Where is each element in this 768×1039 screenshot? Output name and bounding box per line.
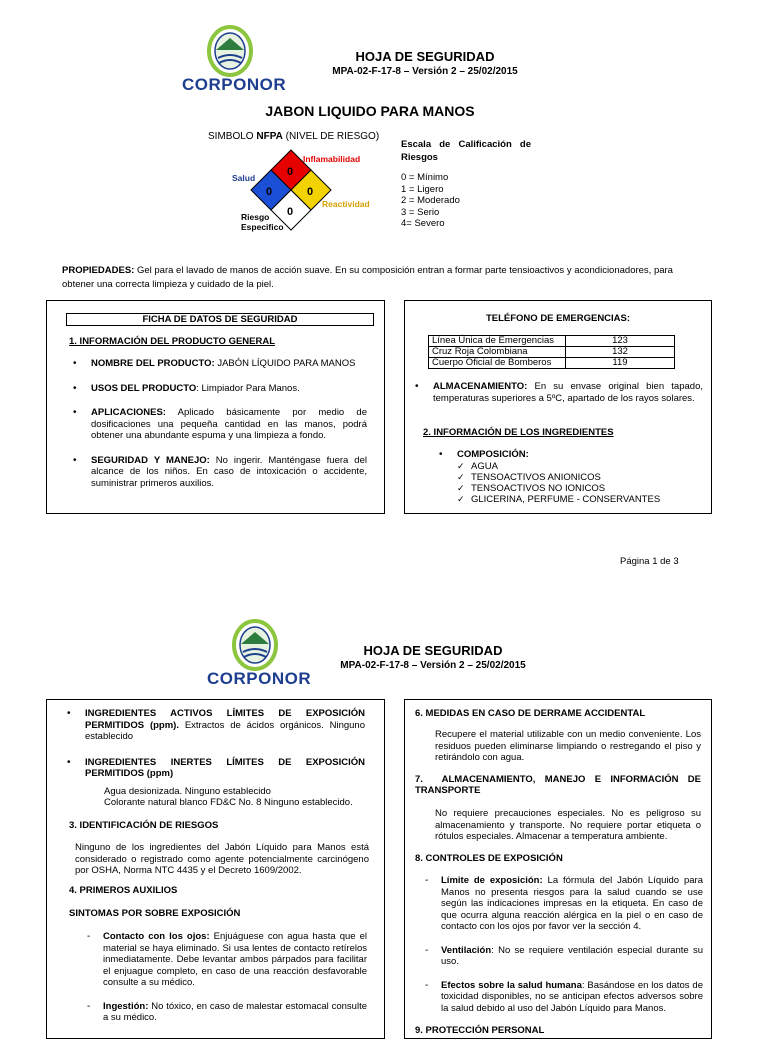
table-cell: 119 [566,358,675,369]
product-info-box [46,300,385,514]
section-7-title: 7. ALMACENAMIENTO, MANEJO E INFORMACIÓN DE TRANSPORTE [415,774,701,796]
phone-title: TELÉFONO DE EMERGENCIAS: [485,313,631,324]
table-cell: Línea Única de Emergencias [429,336,566,347]
symptoms-title: SINTOMAS POR SOBRE EXPOSICIÓN [69,908,241,919]
ingredients-list [59,708,365,790]
list-item: - Ventilación: No se requiere ventilación especial durante su uso. [415,945,703,968]
section-8-title: 8. CONTROLES DE EXPOSICIÓN [415,853,563,864]
properties-paragraph: PROPIEDADES: Gel para el lavado de manos de acción suave. En su composición entran a formar parte tensioactivos y acondicionadores, para obtener una correcta limpieza y cuidado de la piel. [62,265,673,290]
nfpa-value-right: 0 [307,186,314,198]
table-row [429,347,675,358]
table-cell: 123 [566,336,675,347]
emergency-box [404,300,712,514]
nfpa-reactividad-label: Reactividad [322,199,370,209]
table-row [429,358,675,369]
section-3-title: 3. IDENTIFICACIÓN DE RIESGOS [69,820,219,831]
first-aid-list [77,931,367,1034]
logo-text: CORPONOR [182,75,287,94]
inert-line-2: Colorante natural blanco FD&C No. 8 Ninguno establecido. [104,797,353,808]
section-9-title: 9. PROTECCIÓN PERSONAL [415,1025,545,1036]
scale-item: 2 = Moderado [401,195,460,206]
table-row [429,336,675,347]
inert-line-1: Agua desionizada. Ninguno establecido [104,786,271,797]
corponor-logo [205,618,312,690]
corponor-emblem-icon [180,24,280,76]
composition-items [457,461,707,505]
list-item: • SEGURIDAD Y MANEJO: No ingerir. Manténgase fuera del alcance de los niños. En caso de intoxicación o accidente, suministrar primeros auxilios. [65,455,367,490]
nfpa-value-top: 0 [287,166,294,178]
emergency-table [428,335,675,369]
document-title: JABON LIQUIDO PARA MANOS [265,103,475,119]
risk-scale [401,138,531,230]
product-info-list [65,358,367,499]
section-2-title: 2. INFORMACIÓN DE LOS INGREDIENTES [423,427,614,438]
scale-item: 1 = Ligero [401,183,444,195]
risk-scale-title: Escala de Calificación de Riesgos [401,139,531,163]
nfpa-value-left: 0 [266,186,273,198]
composition-item: ✓ TENSOACTIVOS ANIONICOS [457,472,707,483]
section-1-title: 1. INFORMACIÓN DEL PRODUCTO GENERAL [69,336,276,347]
list-item: • INGREDIENTES ACTIVOS LÍMITES DE EXPOSICIÓN PERMITIDOS (ppm). Extractos de ácidos orgánicos. Ninguno establecido [59,708,365,743]
nfpa-salud-label: Salud [232,173,256,183]
list-item: • USOS DEL PRODUCTO: Limpiador Para Manos. [65,383,367,395]
page-number: Página 1 de 3 [620,556,679,567]
list-item: • COMPOSICIÓN: [431,449,691,461]
scale-item: 0 = Mínimo [401,172,449,183]
table-cell: Cruz Roja Colombiana [429,347,566,358]
scale-item: 4= Severo [401,218,445,229]
logo-text: CORPONOR [207,669,312,688]
table-cell: 132 [566,347,675,358]
list-item: - Límite de exposición: La fórmula del Jabón Líquido para Manos no presenta riesgos para la salud cuando se use según las indicaciones impresas en la etiqueta. En caso de que ocurra alguna reacción alérgica en la piel o en caso de contacto con los ojos por favor ver la sección 4. [415,875,703,933]
exposure-list [415,875,703,1024]
nfpa-especifico-label: Especifico [241,222,284,232]
ficha-title: FICHA DE DATOS DE SEGURIDAD [66,313,374,326]
header-title: HOJA DE SEGURIDAD [355,49,495,64]
header-title: HOJA DE SEGURIDAD [363,643,503,658]
list-item: - Efectos sobre la salud humana: Basándose en los datos de toxicidad disponibles, no se anticipan efectos adversos sobre la salud debido al uso del Jabón Líquido para Manos. [415,980,703,1015]
storage-list [407,381,703,414]
list-item: • APLICACIONES: Aplicado básicamente por medio de dosificaciones una pequeña cantidad en las manos, podrá obtener una abundante espuma y una limpieza a fondo. [65,407,367,442]
table-cell: Cuerpo Oficial de Bomberos [429,358,566,369]
list-item: • INGREDIENTES INERTES LÍMITES DE EXPOSICIÓN PERMITIDOS (ppm) [59,757,365,780]
page-separator [0,580,768,592]
nfpa-riesgo-label: Riesgo [241,212,270,222]
composition-item: ✓ TENSOACTIVOS NO IONICOS [457,483,707,494]
page-2 [0,592,768,1036]
section-4-title: 4. PRIMEROS AUXILIOS [69,885,178,896]
section-6-text: Recupere el material utilizable con un medio conveniente. Los residuos pueden eliminarse limpiando o restregando el piso y retirándolo con agua. [435,729,701,763]
nfpa-value-bottom: 0 [287,206,294,218]
nfpa-label: SIMBOLO NFPA (NIVEL DE RIESGO) [208,131,380,142]
composition-list [431,449,691,461]
corponor-logo [180,24,287,96]
list-item: • ALMACENAMIENTO: En su envase original bien tapado, temperaturas superiores a 5ºC, apartado de los rayos solares. [407,381,703,404]
header-code: MPA-02-F-17-8 – Versión 2 – 25/02/2015 [332,66,518,77]
section-6-title: 6. MEDIDAS EN CASO DE DERRAME ACCIDENTAL [415,708,646,719]
section-7-text: No requiere precauciones especiales. No es peligroso su almacenamiento y transporte. No requiere portar etiqueta o rótulos especiales. Almacenar a temperatura ambiente. [435,808,701,842]
section-3-text: Ninguno de los ingredientes del Jabón Líquido para Manos está considerado o registrado como agente potencialmente carcinógeno por OSHA, Norma NTC 4435 y el Decreto 1609/2002. [75,842,369,876]
composition-item: ✓ GLICERINA, PERFUME - CONSERVANTES [457,494,707,505]
left-column-box [46,699,385,1039]
header-code: MPA-02-F-17-8 – Versión 2 – 25/02/2015 [340,660,526,671]
list-item: - Contacto con los ojos: Enjuáguese con agua hasta que el material se haya eliminado. Si usa lentes de contacto retírelos inmediatamente. Debe levantar ambos párpados para facilitar el enjuague completo, en caso de una reacción desfavorable consulte a su médico. [77,931,367,989]
right-column-box [404,699,712,1039]
list-item: • NOMBRE DEL PRODUCTO: JABÓN LÍQUIDO PARA MANOS [65,358,367,370]
composition-item: ✓ AGUA [457,461,707,472]
list-item: - Ingestión: No tóxico, en caso de malestar estomacal consulte a su médico. [77,1001,367,1024]
nfpa-inflamabilidad-label: Inflamabilidad [303,154,361,164]
scale-item: 3 = Serio [401,206,440,218]
